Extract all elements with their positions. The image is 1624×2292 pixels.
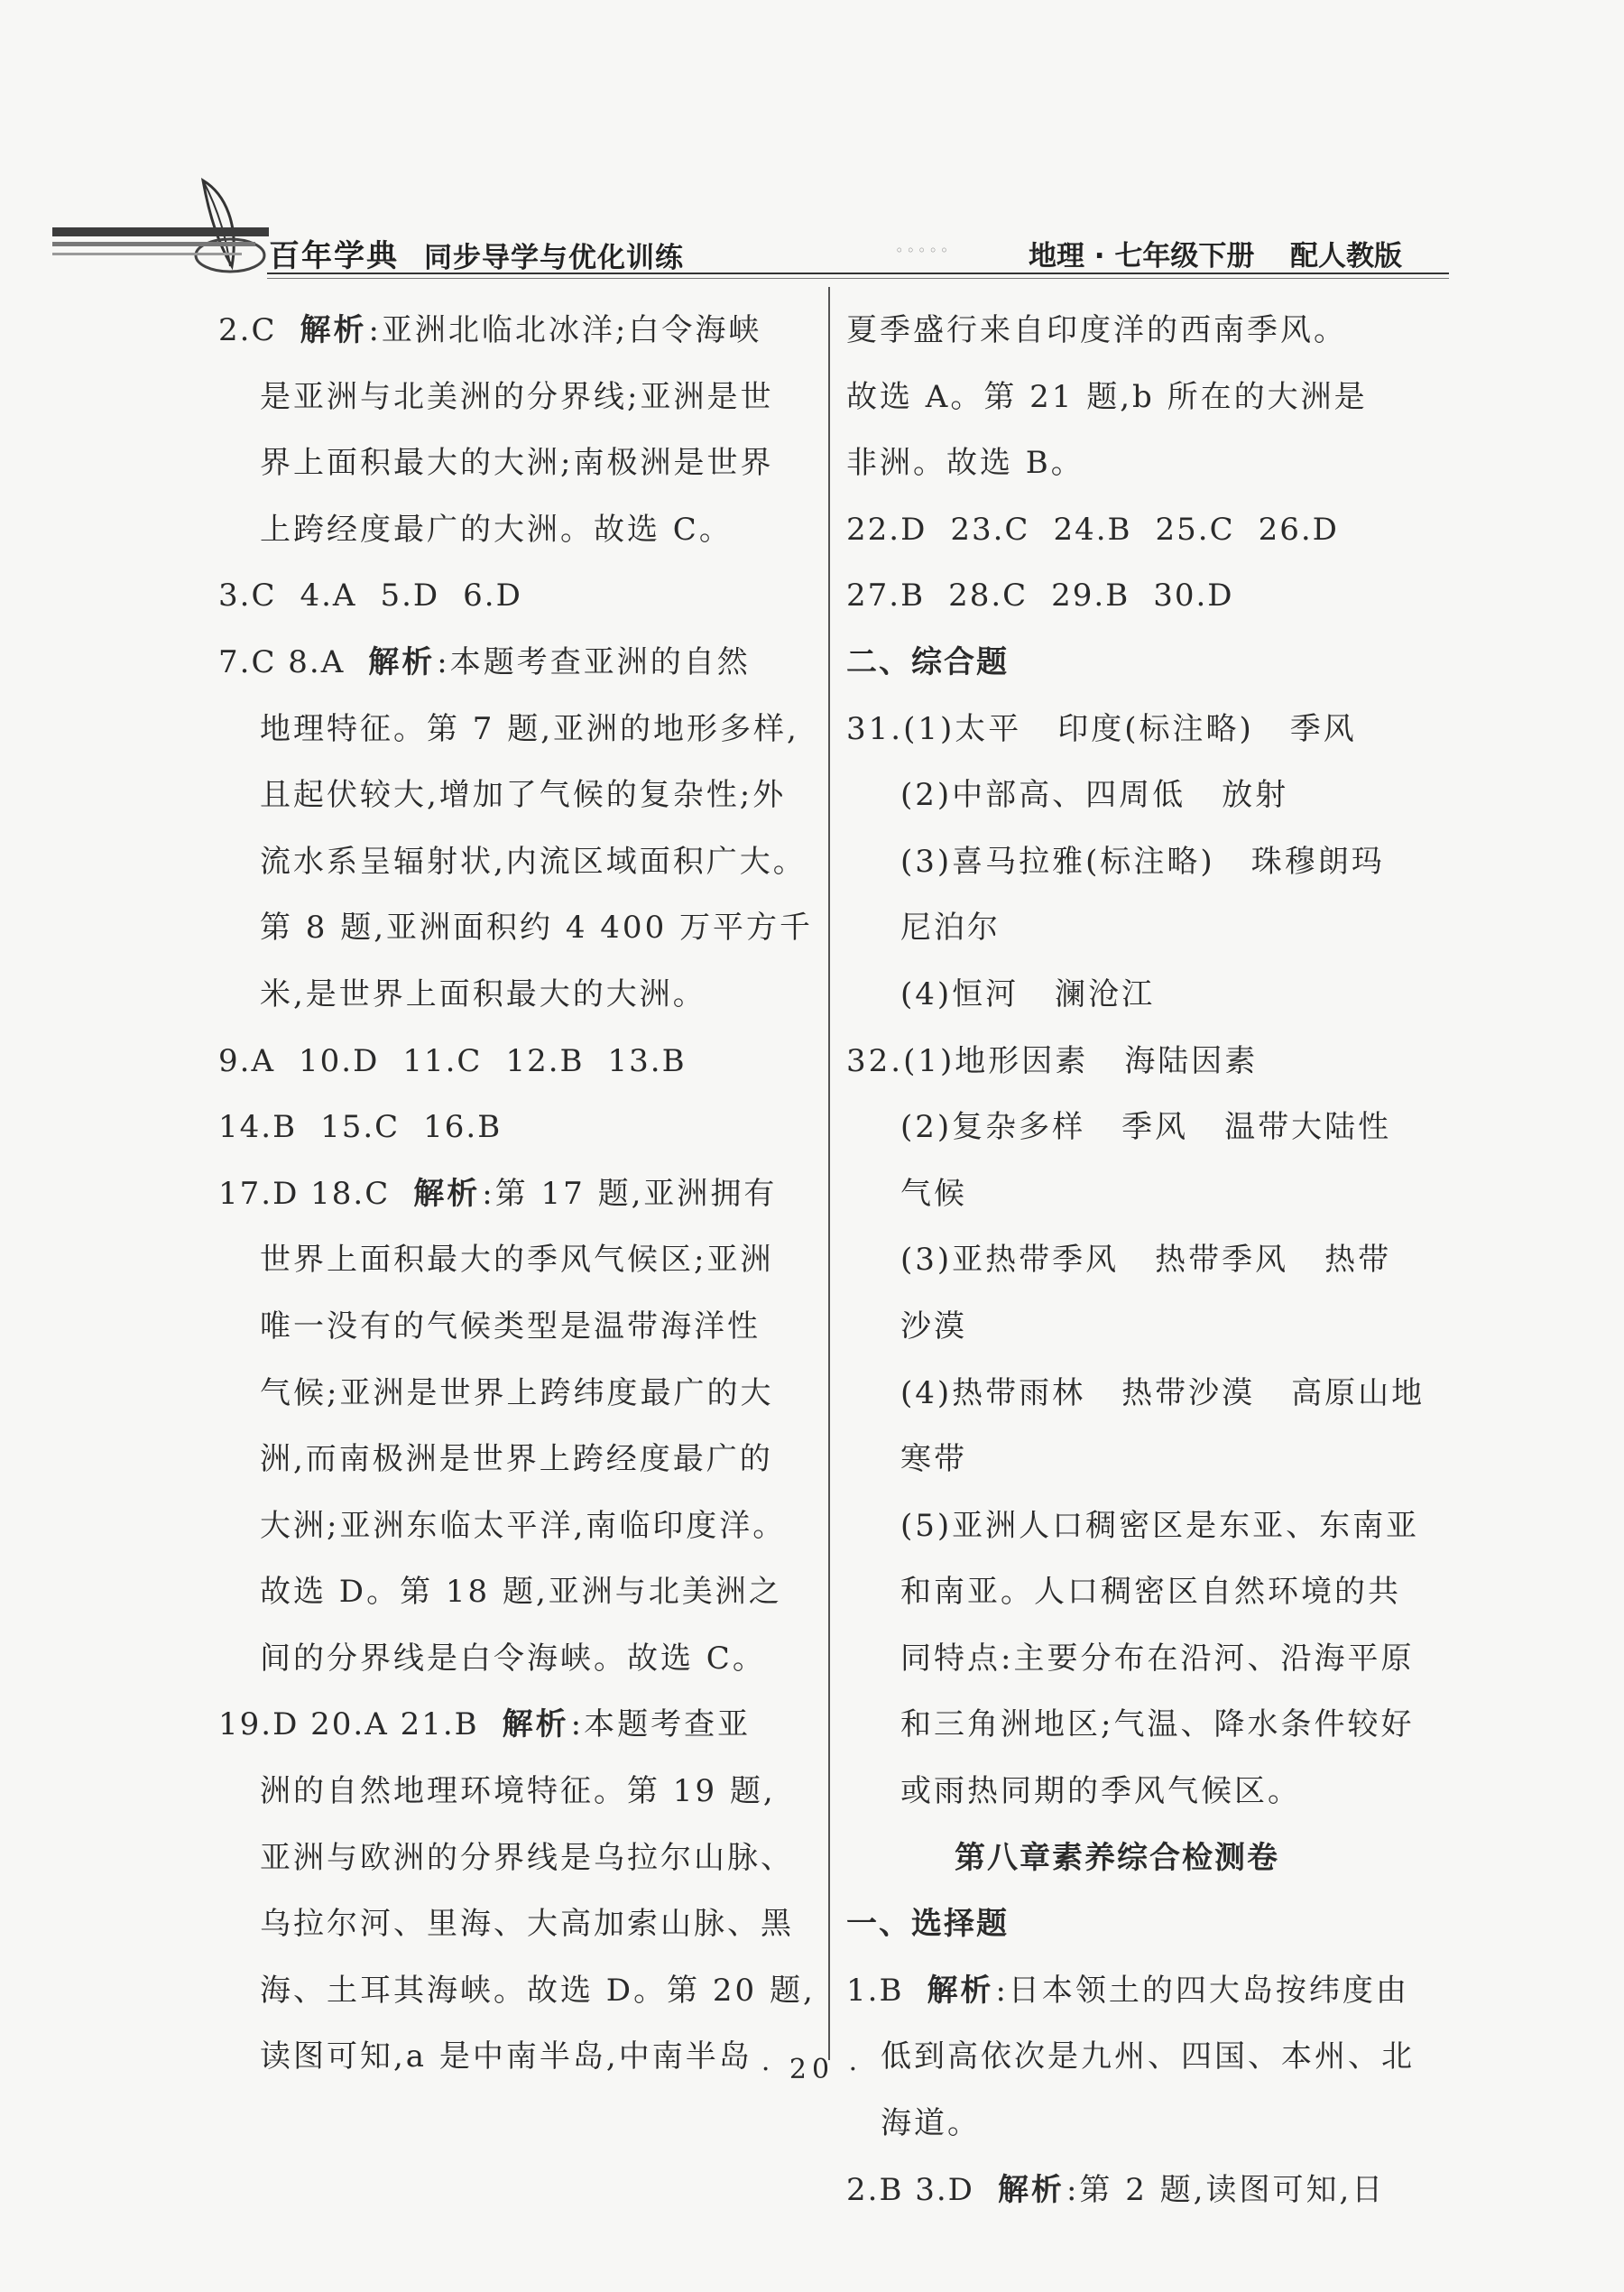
answer-line [846,563,1460,630]
analysis-text: :本题考查亚 [570,1706,752,1743]
answer-key: 4.A [300,578,357,615]
left-column [218,298,821,2091]
analysis-text: 且起伏较大,增加了气候的复杂性;外 [260,777,787,814]
subject-title: 地理 · 七年级下册 [1029,240,1255,273]
answer-line [846,1559,1460,1626]
answer-key: 27.B [846,578,926,615]
analysis-text: 间的分界线是白令海峡。故选 C。 [260,1640,766,1677]
answer-line [846,630,1460,697]
analysis-text: 米,是世界上面积最大的大洲。 [260,975,706,1012]
answer-key: 28.C [948,578,1029,615]
analysis-text: 流水系呈辐射状,内流区域面积广大。 [260,843,807,880]
header-band [52,253,242,255]
question-answer: 31.(1)太平 [846,710,1022,747]
answer-part: (4)恒河 [900,975,1020,1012]
answer-part: (2)复杂多样 [900,1109,1086,1146]
answer-part: (3)亚热带季风 [900,1242,1120,1279]
answer-line [846,962,1460,1029]
answer-key: 29.B [1051,578,1130,615]
analysis-text: 大洲;亚洲东临太平洋,南临印度洋。 [260,1507,787,1544]
analysis-text: 气候;亚洲是世界上跨纬度最广的大 [260,1374,774,1411]
page-header [0,0,1624,289]
answer-part: 尼泊尔 [900,910,1001,947]
answer-line [846,1692,1460,1759]
analysis-text: 洲的自然地理环境特征。第 19 题, [260,1773,776,1810]
analysis-text: 故选 A。第 21 题,b 所在的大洲是 [846,378,1368,415]
header-band [52,227,269,236]
answer-line [846,1493,1460,1560]
answer-key: 1.B [846,1972,904,2009]
header-band [52,242,255,246]
answer-part: 和南亚。人口稠密区自然环境的共 [900,1574,1401,1611]
answer-line [218,895,821,962]
answer-line [218,497,821,564]
answer-line [846,1626,1460,1693]
answer-line [218,563,821,630]
question-answer: 32.(1)地形因素 [846,1042,1089,1079]
answer-line [846,762,1460,829]
answer-line [846,430,1460,497]
answer-part: 寒带 [900,1441,967,1478]
answer-part: (4)热带雨林 [900,1374,1086,1411]
answer-part: 季风 [1121,1109,1189,1146]
answer-line [846,697,1460,763]
analysis-text: 世界上面积最大的季风气候区;亚洲 [260,1242,774,1279]
answer-line [218,1559,821,1626]
answer-part: 气候 [900,1175,967,1212]
answer-part: 澜沧江 [1055,975,1156,1012]
analysis-label: 解析 [997,2171,1065,2208]
answer-key: 12.B [505,1042,585,1079]
answer-part: 热带季风 [1155,1242,1289,1279]
analysis-text: 亚洲与欧洲的分界线是乌拉尔山脉、 [260,1839,794,1876]
answer-key: 10.D [299,1042,380,1079]
answer-line [218,697,821,763]
answer-line [218,1825,821,1892]
answer-key: 24.B [1053,511,1132,548]
answer-line [846,1361,1460,1428]
analysis-text: :亚洲北临北冰洋;白令海峡 [368,312,762,348]
answer-part: 印度(标注略) [1057,710,1254,747]
answer-line [218,962,821,1029]
answer-key: 9.A [218,1042,275,1079]
answer-key: 7.C 8.A [218,643,346,680]
answer-key: 2.B 3.D [846,2171,974,2208]
answer-key: 26.D [1258,511,1339,548]
answer-key: 5.D [380,578,440,615]
answer-line [218,298,821,365]
analysis-text: 洲,而南极洲是世界上跨经度最广的 [260,1441,773,1478]
answer-part: 海陆因素 [1124,1042,1259,1079]
answer-key: 2.C [218,312,277,348]
answer-line [218,1095,821,1161]
analysis-text: :第 2 题,读图可知,日 [1066,2171,1386,2208]
page-number: · 20 · [761,2054,863,2085]
header-dots: ◦◦◦◦◦ [895,242,952,259]
answer-line [218,1294,821,1361]
analysis-text: :第 17 题,亚洲拥有 [482,1175,778,1212]
answer-part: 同特点:主要分布在沿河、沿海平原 [900,1640,1415,1677]
answer-line [218,1626,821,1693]
header-rule [267,278,1449,279]
answer-key: 6.D [463,578,522,615]
answer-part: 热带 [1324,1242,1392,1279]
answer-part: 沙漠 [900,1308,967,1345]
answer-part: 珠穆朗玛 [1250,843,1385,880]
answer-line [218,1891,821,1958]
answer-key: 16.B [423,1109,503,1146]
answer-line [846,1161,1460,1228]
answer-line [846,1095,1460,1161]
answer-line [218,1361,821,1428]
analysis-label: 解析 [927,1972,994,2009]
answer-part: (3)喜马拉雅(标注略) [900,843,1215,880]
answer-line [846,298,1460,365]
answer-line [218,1958,821,2025]
answer-key: 19.D 20.A 21.B [218,1706,479,1743]
answer-line [218,630,821,697]
answer-key: 23.C [950,511,1030,548]
analysis-text: 乌拉尔河、里海、大高加索山脉、黑 [260,1906,794,1943]
answer-part: 高原山地 [1291,1374,1426,1411]
answer-part: (5)亚洲人口稠密区是东亚、东南亚 [900,1507,1420,1544]
right-column [846,298,1460,2223]
answer-part: 和三角洲地区;气温、降水条件较好 [900,1706,1415,1743]
brand-title: 百年学典 [269,238,399,274]
answer-line [846,2091,1460,2158]
analysis-text: 是亚洲与北美洲的分界线;亚洲是世 [260,378,774,415]
analysis-label: 解析 [413,1175,481,1212]
analysis-text: 唯一没有的气候类型是温带海洋性 [260,1308,761,1345]
answer-line [846,365,1460,431]
answer-part: 或雨热同期的季风气候区。 [900,1773,1301,1810]
answer-key: 11.C [402,1042,483,1079]
answer-key: 22.D [846,511,927,548]
answer-line [218,1161,821,1228]
edition-label: 配人教版 [1290,240,1402,273]
answer-key: 25.C [1155,511,1235,548]
answer-line [846,1227,1460,1294]
answer-line [846,1427,1460,1493]
analysis-text: 上跨经度最广的大洲。故选 C。 [260,511,733,548]
answer-key: 13.B [607,1042,687,1079]
answer-line [846,895,1460,962]
answer-line [846,1294,1460,1361]
answer-line [846,829,1460,896]
answer-line [218,1493,821,1560]
answer-line [846,1891,1460,1958]
analysis-text: 地理特征。第 7 题,亚洲的地形多样, [260,710,799,747]
answer-key: 17.D 18.C [218,1175,391,1212]
answer-part: 季风 [1289,710,1357,747]
analysis-text: 海、土耳其海峡。故选 D。第 20 题, [260,1972,816,2009]
analysis-label: 解析 [502,1706,569,1743]
analysis-text: 夏季盛行来自印度洋的西南季风。 [846,312,1347,348]
analysis-text: 非洲。故选 B。 [846,445,1084,482]
answer-part: (2)中部高、四周低 [900,777,1186,814]
answer-key: 3.C [218,578,277,615]
answer-part: 放射 [1222,777,1289,814]
answer-line [218,1692,821,1759]
analysis-text: 界上面积最大的大洲;南极洲是世界 [260,445,774,482]
answer-line [846,1029,1460,1095]
answer-line [846,497,1460,564]
answer-key: 14.B [218,1109,298,1146]
analysis-text: :日本领土的四大岛按纬度由 [995,1972,1409,2009]
answer-line [846,2158,1460,2224]
column-divider [828,287,830,2060]
analysis-text: 低到高依次是九州、四国、本州、北 [881,2038,1415,2075]
section-heading: 一、选择题 [846,1906,1009,1943]
answer-line [218,1029,821,1095]
answer-line [218,1227,821,1294]
answer-line [218,365,821,431]
answer-line [218,829,821,896]
answer-line [218,430,821,497]
analysis-text: 海道。 [881,2105,981,2142]
analysis-text: :本题考查亚洲的自然 [437,643,751,680]
analysis-text: 故选 D。第 18 题,亚洲与北美洲之 [260,1574,782,1611]
answer-key: 30.D [1153,578,1234,615]
answer-line [218,762,821,829]
answer-line [846,1759,1460,1825]
answer-key: 15.C [320,1109,401,1146]
analysis-text: 读图可知,a 是中南半岛,中南半岛 [260,2038,752,2075]
series-title: 同步导学与优化训练 [424,242,684,274]
section-heading: 二、综合题 [846,643,1009,680]
answer-part: 热带沙漠 [1121,1374,1256,1411]
analysis-label: 解析 [300,312,367,348]
analysis-text: 第 8 题,亚洲面积约 4 400 万平方千 [260,910,814,947]
answer-line [218,1427,821,1493]
answer-line [846,1825,1460,1892]
analysis-label: 解析 [368,643,436,680]
answer-line [218,1759,821,1825]
chapter-heading: 第八章素养综合检测卷 [955,1839,1279,1876]
answer-part: 温带大陆性 [1224,1109,1392,1146]
answer-line [846,1958,1460,2025]
